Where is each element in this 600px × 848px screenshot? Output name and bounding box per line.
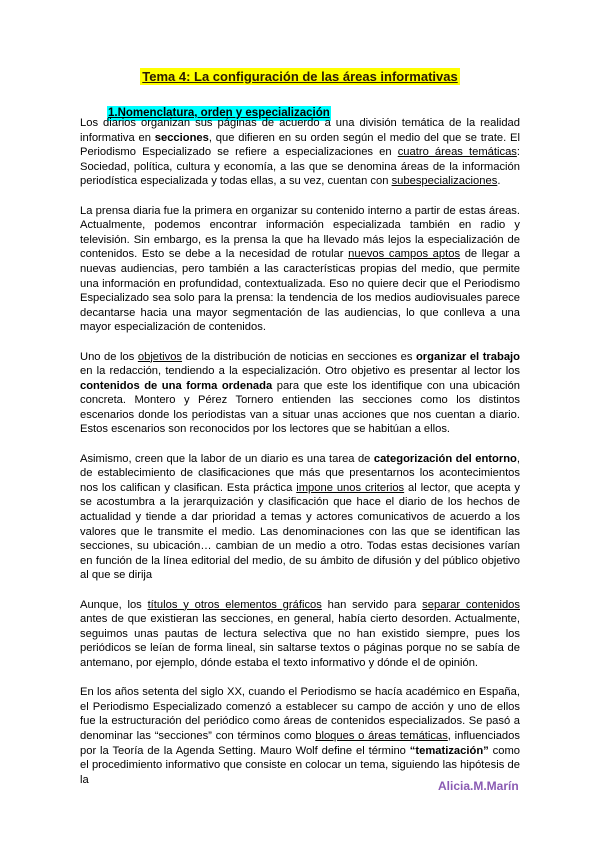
text-run: Uno de los (80, 350, 138, 363)
text-run: al lector, que acepta y se acostumbra a la jerarquización y clasificación que hace el diario de los hechos de actualidad y tiende a dar prioridad a temas y actores comunicativos de acuerdo a los valores que le transmite el medio. Las denominaciones con las que se identifican las secciones, su ubicación… cambian de un medio a otro. Todas estas decisiones varían en función de la línea editorial del medio, de su ámbito de difusión y del público objetivo al que se dirija (80, 481, 520, 582)
bold-term: categorización del entorno (373, 452, 517, 465)
paragraph-1 (80, 116, 520, 189)
text-run: como el procedimiento informativo que consiste en colocar un tema, siguiendo las hipótesis de la (80, 744, 520, 786)
text-run: , que difieren en su orden según el medio del que se trate. El Periodismo Especializado se refiere a especializaciones en (80, 131, 521, 159)
author-watermark: Alicia.M.Marín (438, 779, 519, 793)
text-run: en la redacción, tendiendo a la especialización. Otro objetivo es presentar al lector los (80, 365, 520, 378)
text-run: La prensa diaria fue la primera en organizar su contenido interno a partir de estas áreas. Actualmente, podemos encontrar información especializada también en radio y televisión. Sin embargo, es la prensa la que ha llevado más lejos la especialización de contenidos. Esto se debe a la necesidad de rotular (80, 204, 520, 261)
text-run: , influenciados por la Teoría de la Agenda Setting. Mauro Wolf define el término (80, 729, 520, 757)
underlined-term: títulos y otros elementos gráficos (147, 598, 322, 611)
text-run: , de establecimiento de clasificaciones que más que presentarnos los acontecimientos nos los califican y clasifican. Esta práctica (80, 452, 520, 494)
underlined-term: subespecializaciones (391, 175, 498, 188)
paragraph-3 (80, 350, 520, 438)
text-run: han servido para (321, 598, 423, 611)
text-run: En los años setenta del siglo XX, cuando el Periodismo se hacía académico en España, el Periodismo Especializado comenzó a establecer su campo de acción y uno de ellos fue la estructuración del periódico como áreas de contenidos especializados. Se pasó a denominar las “secciones” con términos como (80, 686, 520, 742)
bold-term: “tematización” (409, 744, 489, 757)
underlined-term: objetivos (137, 350, 183, 363)
paragraph-5 (80, 598, 520, 671)
underlined-term: impone unos criterios (296, 481, 405, 494)
title-container (0, 68, 600, 86)
paragraph-2 (80, 204, 520, 335)
section-heading: 1.Nomenclatura, orden y especialización (108, 107, 330, 119)
text-run: : Sociedad, política, cultura y economía, a las que se denomina áreas de la información periodística especializada y todas ellas, a su vez, cuentan con (80, 146, 520, 188)
text-run: antes de que existieran las secciones, en general, había cierto desorden. Actualmente, seguimos unas pautas de lectura selectiva que no han existido siempre, pues los periódicos se leían de forma lineal, sin saltarse textos o páginas porque no se sabía de antemano, por ejemplo, dónde estaba el texto informativo y dónde el de opinión. (80, 613, 520, 669)
underlined-term: cuatro áreas temáticas (397, 146, 517, 159)
text-run: de llegar a nuevas audiencias, pero también a las características propias del medio, que permite una información en profundidad, contextualizada. Eso no quiere decir que el Periodismo Especializado sea solo para la prensa: la tendencia de los medios audiovisuales parece decantarse hacia una mayor segmentación de las audiencias, lo que conlleva a una mayor especialización de contenidos. (80, 248, 521, 334)
underlined-term: nuevos campos aptos (348, 248, 461, 261)
text-run: . (497, 175, 501, 188)
bold-term: contenidos de una forma ordenada (80, 379, 273, 392)
text-run: de la distribución de noticias en secciones es (182, 350, 416, 363)
text-run: Aunque, los (80, 598, 148, 611)
document-title: Tema 4: La configuración de las áreas informativas (142, 69, 458, 84)
text-run: Los diarios organizan sus páginas de acuerdo a una división temática de la realidad informativa en (80, 117, 520, 144)
document-body (80, 116, 520, 802)
text-run: para que este los identifique con una ubicación concreta. Montero y Pérez Tornero entienden las secciones como los distintos escenarios donde los periodistas van a situar unas acciones que nos cuentan a diario. Estos escenarios son reconocidos por los lectores que se habitúan a ellos. (80, 379, 520, 436)
bold-term: secciones (154, 131, 209, 144)
underlined-term: separar contenidos (422, 598, 520, 611)
paragraph-6 (80, 685, 520, 787)
underlined-term: bloques o áreas temáticas (315, 729, 448, 742)
bold-term: organizar el trabajo (415, 350, 521, 363)
text-run: Asimismo, creen que la labor de un diario es una tarea de (80, 452, 374, 465)
paragraph-4 (80, 452, 520, 583)
